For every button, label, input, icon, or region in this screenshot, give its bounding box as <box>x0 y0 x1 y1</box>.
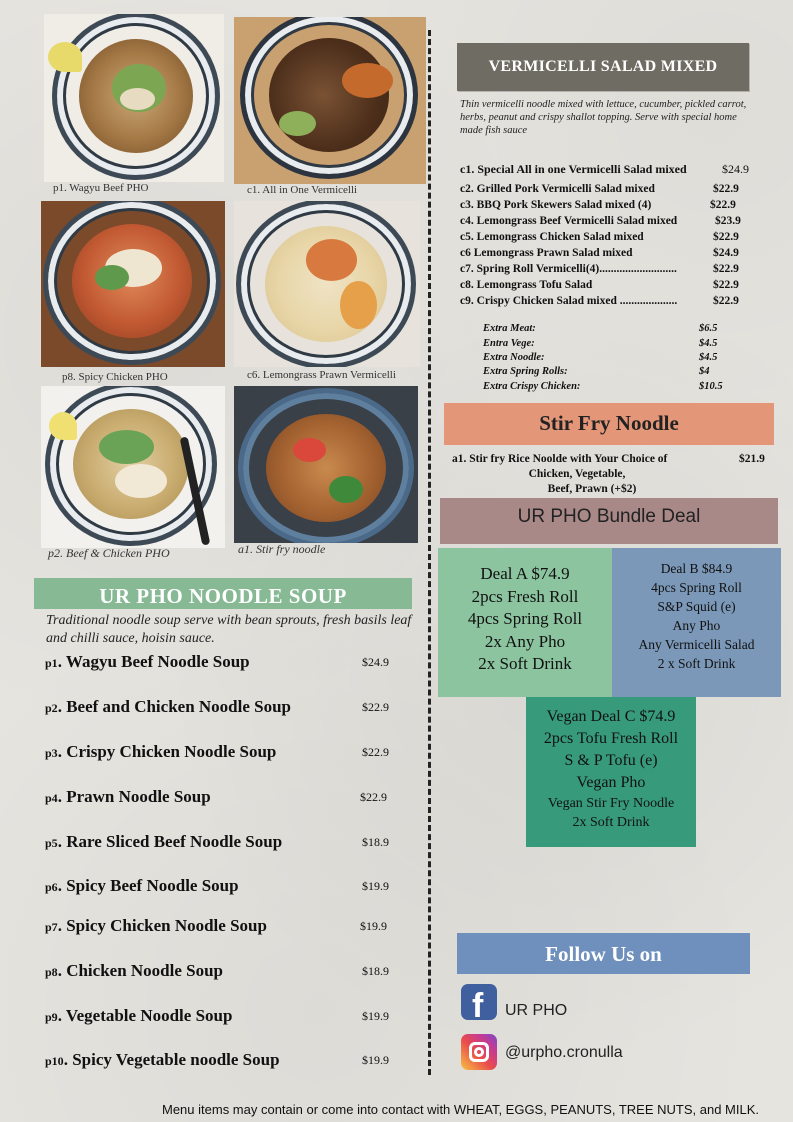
instagram-icon[interactable] <box>461 1034 497 1070</box>
item-name: . Chicken Noodle Soup <box>57 961 224 980</box>
item-name: c7. Spring Roll Vermicelli(4)........................... <box>460 263 677 275</box>
item-name: c9. Crispy Chicken Salad mixed .................... <box>460 295 678 307</box>
item-name: . Wagyu Beef Noodle Soup <box>57 652 250 671</box>
extra-price: $4.5 <box>699 338 718 349</box>
item-code: p1 <box>45 656 58 670</box>
deal-b-line: 2 x Soft Drink <box>657 656 736 671</box>
noodle-soup-item <box>45 832 395 854</box>
extra-name: Extra Noodle: <box>483 352 545 363</box>
item-name: . Spicy Vegetable noodle Soup <box>63 1050 280 1069</box>
photo-caption: a1. Stir fry noodle <box>238 542 326 556</box>
extra-name: Extra Meat: <box>483 323 536 334</box>
extra-price: $4.5 <box>699 352 718 363</box>
photo-caption: c1. All in One Vermicelli <box>247 184 358 196</box>
item-code: p2 <box>45 701 58 715</box>
item-price: $23.9 <box>715 215 741 227</box>
deal-b-line: Any Pho <box>672 618 721 633</box>
stir-fry-item <box>452 452 772 497</box>
item-price: $22.9 <box>713 295 739 307</box>
item-name: c3. BBQ Pork Skewers Salad mixed (4) <box>460 199 652 211</box>
facebook-handle[interactable]: UR PHO <box>505 1002 568 1019</box>
deal-a-card <box>438 548 612 697</box>
bundle-deal-title: UR PHO Bundle Deal <box>440 498 778 544</box>
deal-b-title: Deal B $84.9 <box>660 561 733 576</box>
item-name: . Spicy Chicken Noodle Soup <box>57 916 267 935</box>
noodle-soup-item <box>45 652 395 674</box>
extra-name: Entra Vege: <box>483 338 535 349</box>
item-code: p7 <box>45 920 58 934</box>
vermicelli-item <box>460 199 760 214</box>
item-price: $19.9 <box>362 1009 389 1023</box>
item-code: p5 <box>45 836 58 850</box>
instagram-handle[interactable]: @urpho.cronulla <box>505 1044 623 1061</box>
item-price: $22.9 <box>713 263 739 275</box>
vermicelli-item <box>460 231 760 246</box>
photo-spicy-chicken-pho <box>41 201 225 367</box>
photo-lemongrass-prawn-vermicelli <box>234 201 420 367</box>
item-price: $24.9 <box>722 162 749 176</box>
deal-c-card <box>526 697 696 847</box>
deal-c-line: Vegan Stir Fry Noodle <box>547 796 675 811</box>
photo-caption: c6. Lemongrass Prawn Vermicelli <box>247 369 396 381</box>
vermicelli-item <box>460 279 760 294</box>
item-code: p9 <box>45 1010 58 1024</box>
noodle-soup-item <box>45 787 395 809</box>
noodle-soup-item <box>45 916 395 938</box>
deal-b-card <box>612 548 781 697</box>
vermicelli-description: Thin vermicelli noodle mixed with lettuce, cucumber, pickled carrot, herbs, peanut and crispy shallot topping. Serve with special home made fish sauce <box>460 99 747 136</box>
item-price: $19.9 <box>362 1053 389 1067</box>
item-code: p10 <box>45 1054 64 1068</box>
noodle-soup-item <box>45 961 395 983</box>
deal-a-line: 4pcs Spring Roll <box>467 609 583 628</box>
item-price: $22.9 <box>713 231 739 243</box>
extra-price: $6.5 <box>699 323 718 334</box>
extra-price: $10.5 <box>699 381 723 392</box>
item-name: . Vegetable Noodle Soup <box>57 1006 233 1025</box>
photo-caption: p2. Beef & Chicken PHO <box>48 546 170 560</box>
deal-a-title: Deal A $74.9 <box>480 564 570 583</box>
item-price: $24.9 <box>362 655 389 669</box>
item-name: . Spicy Beef Noodle Soup <box>57 876 239 895</box>
stir-fry-item-line1: a1. Stir fry Rice Noolde with Your Choice of <box>452 453 668 465</box>
vermicelli-item <box>460 295 760 310</box>
item-name: . Prawn Noodle Soup <box>57 787 211 806</box>
noodle-soup-description: Traditional noodle soup serve with bean sprouts, fresh basils leaf and chilli sauce, hoisin sauce. <box>46 613 412 646</box>
noodle-soup-item <box>45 742 395 764</box>
item-code: p3 <box>45 746 58 760</box>
item-name: c8. Lemongrass Tofu Salad <box>460 279 593 291</box>
item-name: c4. Lemongrass Beef Vermicelli Salad mixed <box>460 215 678 227</box>
photo-wagyu-beef-pho <box>44 14 224 182</box>
extra-name: Extra Crispy Chicken: <box>483 381 581 392</box>
item-name: c2. Grilled Pork Vermicelli Salad mixed <box>460 183 655 195</box>
allergen-notice: Menu items may contain or come into contact with WHEAT, EGGS, PEANUTS, TREE NUTS, and MILK. <box>162 1102 759 1117</box>
vermicelli-item <box>460 247 760 262</box>
item-price: $24.9 <box>713 247 739 259</box>
photo-caption: p1. Wagyu Beef PHO <box>53 182 149 194</box>
item-price: $22.9 <box>710 199 736 211</box>
item-name: c1. Special All in one Vermicelli Salad mixed <box>460 162 687 176</box>
item-code: p8 <box>45 965 58 979</box>
item-price: $22.9 <box>362 745 389 759</box>
vermicelli-title: VERMICELLI SALAD MIXED <box>457 43 749 91</box>
deal-a-line: 2pcs Fresh Roll <box>471 586 579 606</box>
photo-beef-chicken-pho <box>41 386 225 548</box>
stir-fry-item-line2: Chicken, Vegetable, <box>528 468 626 480</box>
vermicelli-item <box>460 263 760 278</box>
deal-b-line: S&P Squid (e) <box>657 599 736 614</box>
noodle-soup-item <box>45 697 395 719</box>
item-price: $18.9 <box>362 835 389 849</box>
item-name: c5. Lemongrass Chicken Salad mixed <box>460 231 644 243</box>
item-price: $22.9 <box>713 183 739 195</box>
extra-price: $4 <box>699 366 710 377</box>
photo-all-in-one-vermicelli <box>234 17 426 184</box>
deal-a-line: 2x Soft Drink <box>478 654 572 673</box>
deal-c-line: 2pcs Tofu Fresh Roll <box>543 730 679 747</box>
vermicelli-item <box>460 215 760 230</box>
item-price: $19.9 <box>362 879 389 893</box>
follow-us-title: Follow Us on <box>457 933 750 974</box>
deal-c-line: 2x Soft Drink <box>572 815 650 830</box>
noodle-soup-item <box>45 1006 395 1028</box>
deal-c-title: Vegan Deal C $74.9 <box>546 708 676 725</box>
noodle-soup-item <box>45 1050 395 1072</box>
facebook-icon[interactable]: f <box>461 984 497 1020</box>
item-price: $22.9 <box>360 790 387 804</box>
deal-c-line: S & P Tofu (e) <box>564 752 658 769</box>
item-name: . Crispy Chicken Noodle Soup <box>57 742 277 761</box>
deal-a-line: 2x Any Pho <box>484 631 566 651</box>
noodle-soup-title: UR PHO NOODLE SOUP <box>34 578 412 609</box>
vermicelli-item <box>460 183 760 198</box>
deal-c-line: Vegan Pho <box>576 774 646 791</box>
item-price: $22.9 <box>362 700 389 714</box>
vermicelli-item <box>460 162 760 177</box>
photo-stir-fry-noodle <box>234 386 418 543</box>
deal-b-line: 4pcs Spring Roll <box>651 580 742 595</box>
item-price: $18.9 <box>362 964 389 978</box>
item-name: . Rare Sliced Beef Noodle Soup <box>57 832 283 851</box>
photo-caption: p8. Spicy Chicken PHO <box>62 371 168 383</box>
item-price: $22.9 <box>713 279 739 291</box>
extra-name: Extra Spring Rolls: <box>483 366 568 377</box>
item-price: $19.9 <box>360 919 387 933</box>
item-name: . Beef and Chicken Noodle Soup <box>57 697 292 716</box>
stir-fry-item-line3: Beef, Prawn (+$2) <box>547 483 637 495</box>
item-code: p4 <box>45 791 58 805</box>
noodle-soup-item <box>45 876 395 898</box>
stir-fry-item-price: $21.9 <box>739 453 765 465</box>
column-divider <box>428 30 431 1075</box>
item-name: c6 Lemongrass Prawn Salad mixed <box>460 247 633 259</box>
item-code: p6 <box>45 880 58 894</box>
stir-fry-title: Stir Fry Noodle <box>444 403 774 445</box>
deal-b-line: Any Vermicelli Salad <box>638 637 755 652</box>
